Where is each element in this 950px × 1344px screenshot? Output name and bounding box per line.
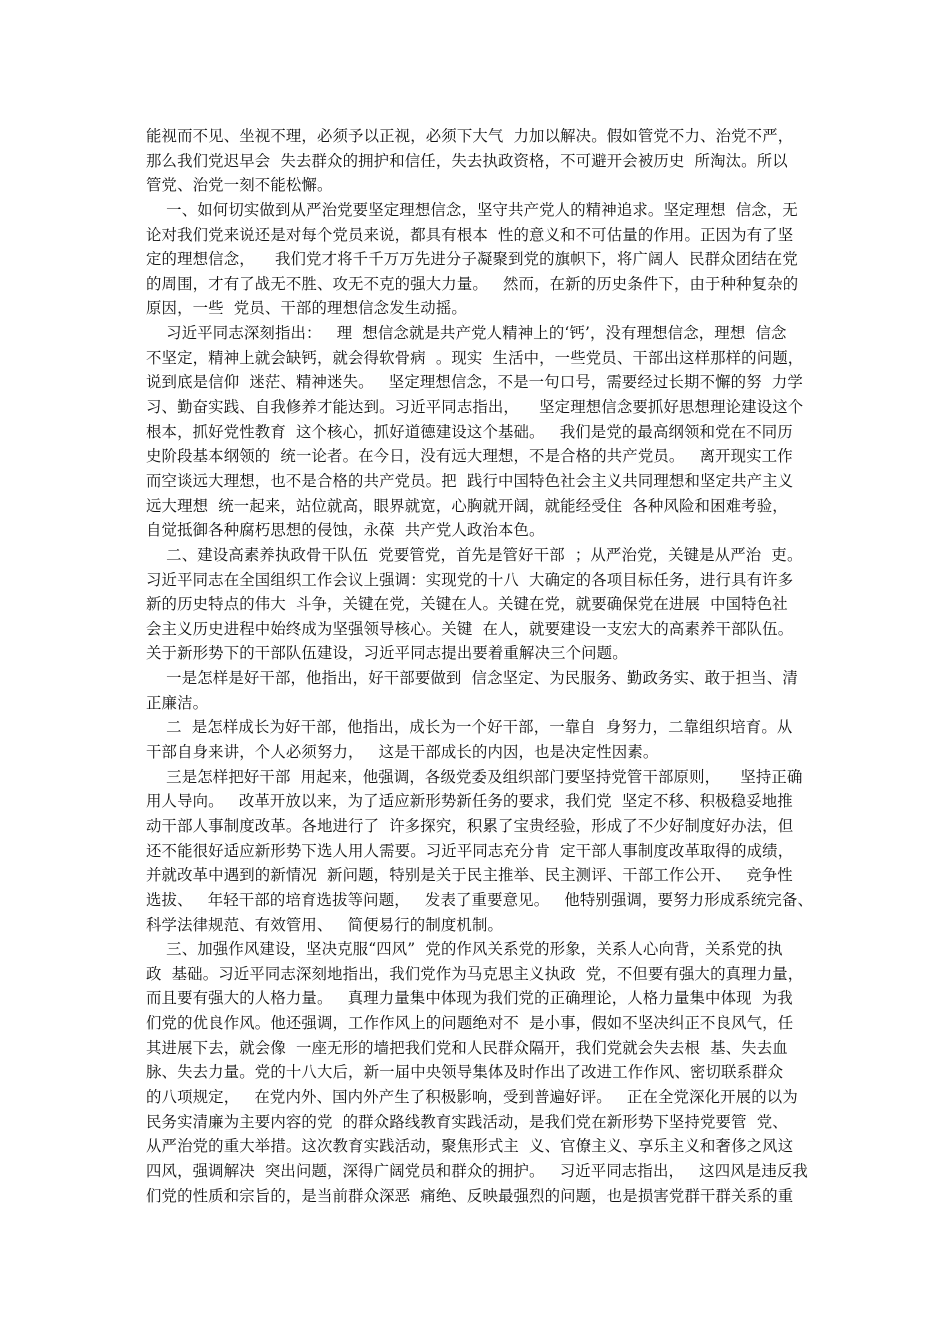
text-line: 习近平同志深刻指出： 理 想信念就是共产党人精神上的‘钙’，没有理想信念，理想 信念 (146, 324, 787, 343)
text-line: 还不能很好适应新形势下选人用人需要。习近平同志充分肯 定干部人事制度改革取得的成绩， (146, 841, 794, 860)
text-line: 一是怎样是好干部，他指出，好干部要做到 信念坚定、为民服务、勤政务实、敢于担当、清 (146, 669, 798, 688)
text-line: 自觉抵御各种腐朽思想的侵蚀，永葆 共产党人政治本色。 (146, 521, 545, 540)
body-text (146, 124, 814, 1208)
text-line: 习、勤奋实践、自我修养才能达到。习近平同志指出， 坚定理想信念要抓好思想理论建设这个 (146, 398, 804, 417)
text-line: 们党的性质和宗旨的，是当前群众深恶 痛绝、反映最强烈的问题，也是损害党群干群关系的重 (146, 1186, 794, 1205)
text-line: 关于新形势下的干部队伍建设，习近平同志提出要着重解决三个问题。 (146, 644, 628, 663)
text-line: 科学法律规范、有效管用、 简便易行的制度机制。 (146, 915, 504, 934)
text-line: 定的理想信念， 我们党才将千千万万先进分子凝聚到党的旗帜下，将广阔人 民群众团结在党 (146, 250, 798, 269)
text-line: 而且要有强大的人格力量。 真理力量集中体现为我们党的正确理论，人格力量集中体现 为我 (146, 989, 793, 1008)
text-line: 三、加强作风建设，坚决克服“四风” 党的作风关系党的形象，关系人心向背，关系党的执 (146, 940, 783, 959)
text-line: 那么我们党迟早会 失去群众的拥护和信任，失去执政资格，不可避开会被历史 所淘汰。所以 (146, 151, 788, 170)
text-line: 管党、治党一刻不能松懈。 (146, 176, 333, 195)
text-line: 的八项规定， 在党内外、国内外产生了积极影响，受到普遍好评。 正在全党深化开展的以为 (146, 1087, 798, 1106)
text-line: 三是怎样把好干部 用起来，他强调，各级党委及组织部门要坚持党管干部原则， 坚持正确 (146, 767, 803, 786)
text-line: 动干部人事制度改革。各地进行了 许多探究，积累了宝贵经验，形成了不少好制度好办法，但 (146, 816, 794, 835)
text-line: 民务实清廉为主要内容的党 的群众路线教育实践活动，是我们党在新形势下坚持党要管 党、 (146, 1112, 788, 1131)
text-line: 不坚定，精神上就会缺钙，就会得软骨病 。现实 生活中，一些党员、干部出这样那样的问题， (146, 348, 804, 367)
text-line: 根本，抓好党性教育 这个核心，抓好道德建设这个基础。 我们是党的最高纲领和党在不同历 (146, 422, 793, 441)
text-line: 政 基础。习近平同志深刻地指出，我们党作为马克思主义执政 党，不但要有强大的真理力量， (146, 964, 804, 983)
text-line: 其进展下去，就会像 一座无形的墙把我们党和人民群众隔开，我们党就会失去根 基、失去血 (146, 1038, 788, 1057)
text-line: 说到底是信仰 迷茫、精神迷失。 坚定理想信念，不是一句口号，需要经过长期不懈的努 力学 (146, 373, 803, 392)
text-line: 史阶段基本纲领的 统一论者。在今日，没有远大理想，不是合格的共产党员。 离开现实工作 (146, 447, 793, 466)
text-line: 从严治党的重大举措。这次教育实践活动，聚焦形式主 义、官僚主义、享乐主义和奢侈之风这 (146, 1137, 794, 1156)
text-line: 并就改革中遇到的新情况 新问题，特别是关于民主推举、民主测评、干部工作公开、 竞争性 (146, 866, 793, 885)
text-line: 四风，强调解决 突出问题，深得广阔党员和群众的拥护。 习近平同志指出， 这四风是违反我 (146, 1161, 808, 1180)
text-line: 干部自身来讲，个人必须努力， 这是干部成长的内因，也是决定性因素。 (146, 743, 659, 762)
text-line: 而空谈远大理想，也不是合格的共产党员。把 践行中国特色社会主义共同理想和坚定共产主义 (146, 471, 794, 490)
text-line: 论对我们党来说还是对每个党员来说，都具有根本 性的意义和不可估量的作用。正因为有了坚 (146, 225, 794, 244)
text-line: 二 是怎样成长为好干部，他指出，成长为一个好干部，一靠自 身努力，二靠组织培育。从 (146, 718, 793, 737)
text-line: 的周围，才有了战无不胜、攻无不克的强大力量。 然而，在新的历史条件下，由于种种复杂的 (146, 274, 799, 293)
text-line: 会主义历史进程中始终成为坚强领导核心。关键 在人，就要建设一支宏大的高素养干部队伍。 (146, 619, 794, 638)
text-line: 新的历史特点的伟大 斗争，关键在党，关键在人。关键在党，就要确保党在进展 中国特色社 (146, 595, 788, 614)
text-line: 选拔、 年轻干部的培育选拔等问题， 发表了重要意见。 他特别强调，要努力形成系统完备、 (146, 890, 814, 909)
text-line: 们党的优良作风。他还强调，工作作风上的问题绝对不 是小事，假如不坚决纠正不良风气，任 (146, 1014, 794, 1033)
text-line: 脉、失去力量。党的十八大后，新一届中央领导集体及时作出了改进工作作风、密切联系群众 (146, 1063, 784, 1082)
text-line: 用人导向。 改革开放以来，为了适应新形势新任务的要求，我们党 坚定不移、积极稳妥地推 (146, 792, 793, 811)
text-line: 能视而不见、坐视不理，必须予以正视，必须下大气 力加以解决。假如管党不力、治党不严， (146, 127, 794, 145)
text-line: 远大理想 统一起来，站位就高，眼界就宽，心胸就开阔，就能经受住 各种风险和困难考验， (146, 496, 788, 515)
text-line: 原因，一些 党员、干部的理想信念发生动摇。 (146, 299, 467, 318)
text-line: 一、如何切实做到从严治党要坚定理想信念，坚守共产党人的精神追求。坚定理想 信念，无 (146, 200, 798, 219)
text-line: 二、建设高素养执政骨干队伍 党要管党，首先是管好干部 ；从严治党，关键是从严治 吏。 (146, 545, 803, 564)
text-line: 正廉洁。 (146, 693, 209, 712)
text-line: 习近平同志在全国组织工作会议上强调：实现党的十八 大确定的各项目标任务，进行具有许多 (146, 570, 794, 589)
